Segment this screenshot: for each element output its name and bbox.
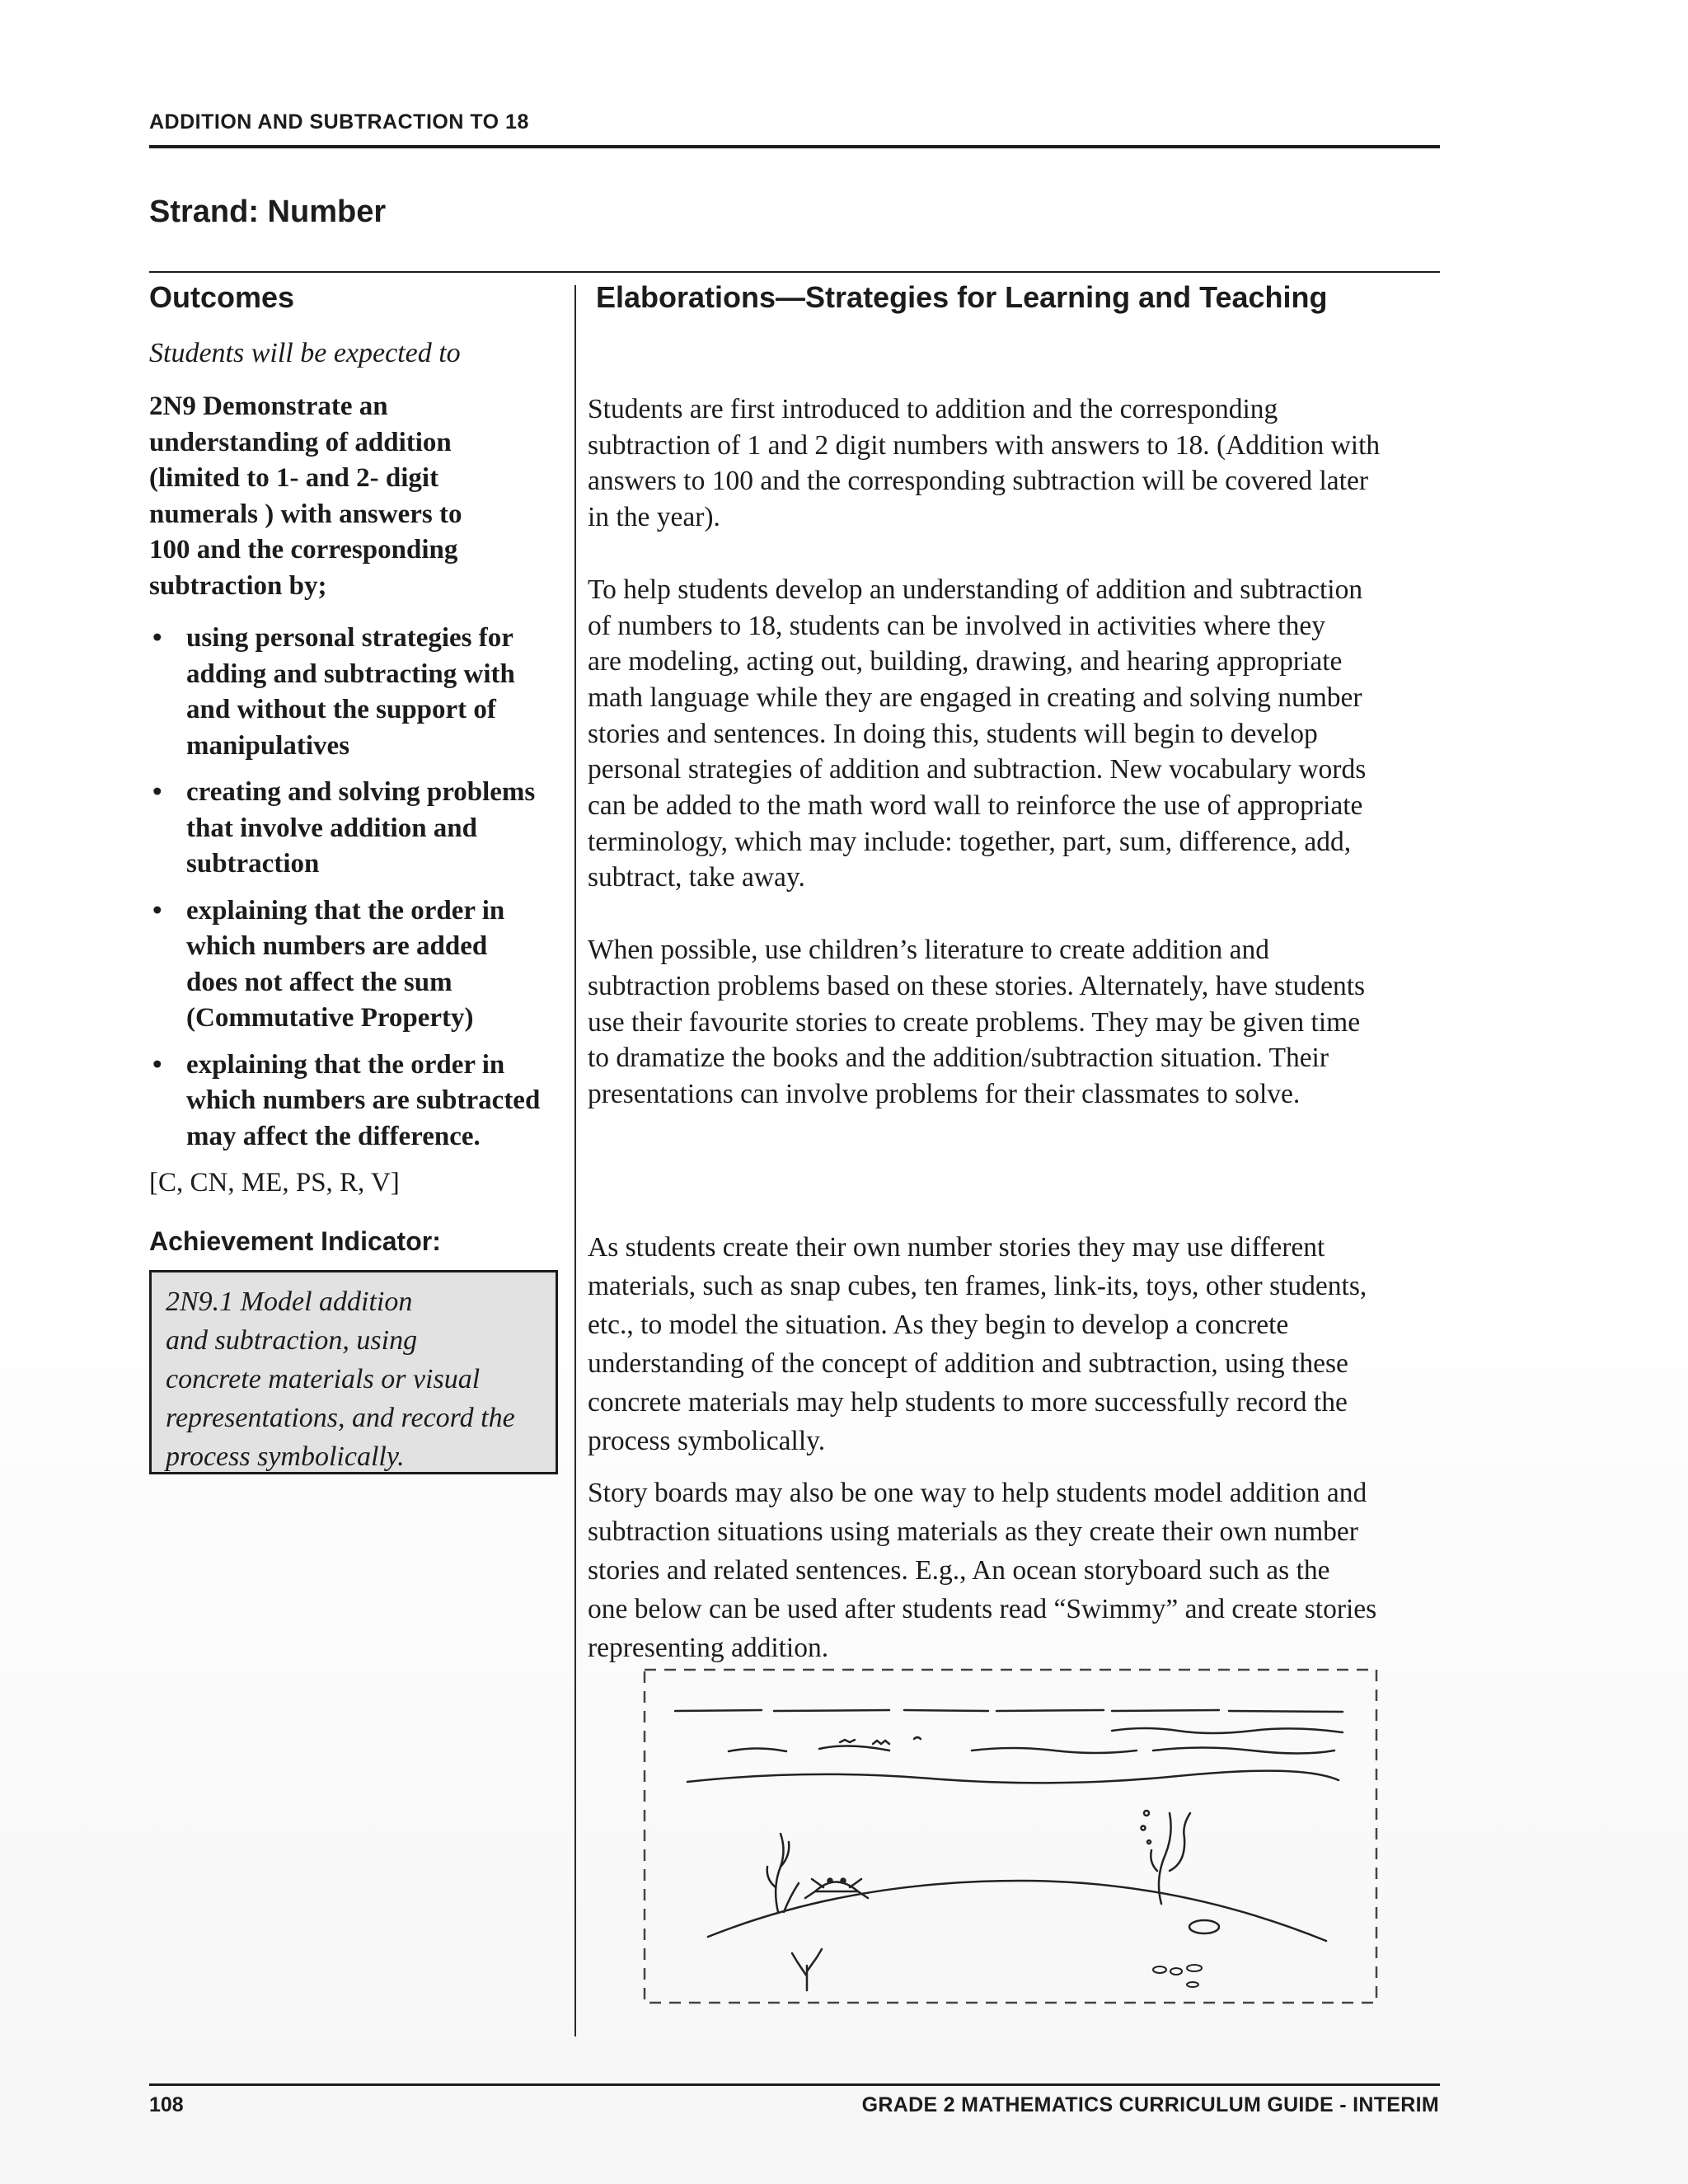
shell-icon <box>1189 1920 1219 1933</box>
footer-rule <box>149 2083 1440 2086</box>
bullet-line: does not affect the sum <box>186 967 452 997</box>
bullet-line: manipulatives <box>186 730 350 761</box>
achievement-line: and subtraction, using <box>166 1325 418 1356</box>
outcome-line: 100 and the corresponding <box>149 535 458 565</box>
text-line: etc., to model the situation. As they begin to develop a concrete <box>588 1310 1289 1340</box>
outcome-line: 2N9 Demonstrate an <box>149 391 388 421</box>
seaweed-left-icon <box>767 1834 799 1912</box>
outcome-line: (limited to 1- and 2- digit <box>149 463 439 493</box>
water-waves <box>675 1710 1343 1783</box>
ocean-storyboard-illustration <box>642 1665 1379 2008</box>
achievement-line: representations, and record the <box>166 1403 515 1433</box>
text-line: understanding of the concept of addition and subtraction, using these <box>588 1348 1348 1379</box>
outcome-line: numerals ) with answers to <box>149 499 462 529</box>
text-line: stories and related sentences. E.g., An ocean storyboard such as the <box>588 1555 1330 1586</box>
text-line: are modeling, acting out, building, drawing, and hearing appropriate <box>588 646 1343 677</box>
elaboration-paragraph <box>588 1474 1445 1667</box>
text-line: of numbers to 18, students can be involved in activities where they <box>588 610 1325 641</box>
elaboration-paragraph <box>588 391 1445 536</box>
elaborations-heading: Elaborations—Strategies for Learning and Teaching <box>596 280 1328 314</box>
text-line: to dramatize the books and the addition/subtraction situation. Their <box>588 1043 1329 1074</box>
elaboration-paragraph <box>588 1228 1445 1460</box>
text-line: personal strategies of addition and subtraction. New vocabulary words <box>588 754 1367 785</box>
header-rule <box>149 145 1440 148</box>
bullet-line: and without the support of <box>186 695 496 724</box>
elaborations-block-2 <box>588 1228 1445 1680</box>
bullet-line: (Commutative Property) <box>186 1003 474 1033</box>
achievement-label: Achievement Indicator: <box>149 1226 441 1256</box>
achievement-line: 2N9.1 Model addition <box>166 1286 413 1317</box>
text-line: in the year). <box>588 502 720 533</box>
page-number: 108 <box>149 2093 184 2116</box>
text-line: subtraction situations using materials as they create their own number <box>588 1516 1358 1547</box>
section-rule <box>149 271 1440 273</box>
seaweed-right-icon <box>1142 1811 1191 1904</box>
storyboard-frame <box>645 1670 1376 2003</box>
text-line: subtraction of 1 and 2 digit numbers with answers to 18. (Addition with <box>588 429 1381 461</box>
process-codes: [C, CN, ME, PS, R, V] <box>149 1168 400 1197</box>
text-line: Students are first introduced to addition and the corresponding <box>588 394 1278 424</box>
text-line: can be added to the math word wall to reinforce the use of appropriate <box>588 790 1363 822</box>
bullet-line: adding and subtracting with <box>186 658 515 689</box>
outcome-line: understanding of addition <box>149 427 452 457</box>
pebbles <box>1153 1965 1202 1987</box>
text-line: As students create their own number stories they may use different <box>588 1232 1325 1263</box>
text-line: presentations can involve problems for their classmates to solve. <box>588 1078 1301 1109</box>
outcomes-intro: Students will be expected to <box>149 338 461 368</box>
elaboration-paragraph <box>588 932 1445 1113</box>
text-line: concrete materials may help students to more successfully record the <box>588 1387 1348 1418</box>
text-line: answers to 100 and the corresponding subtraction will be covered later <box>588 466 1369 497</box>
achievement-line: process symbolically. <box>166 1441 405 1472</box>
bullet-line: explaining that the order in <box>186 1049 505 1080</box>
text-line: subtraction problems based on these stories. Alternately, have students <box>588 970 1366 1001</box>
strand-title: Strand: Number <box>149 194 387 229</box>
column-divider <box>574 285 576 2036</box>
text-line: math language while they are engaged in creating and solving number <box>588 682 1362 713</box>
bullet-line: which numbers are added <box>186 931 488 961</box>
text-line: Story boards may also be one way to help students model addition and <box>588 1478 1367 1508</box>
bullet-line: which numbers are subtracted <box>186 1085 541 1115</box>
achievement-indicator-box <box>149 1270 558 1474</box>
text-line: stories and sentences. In doing this, students will begin to develop <box>588 718 1318 749</box>
text-line: representing addition. <box>588 1633 829 1663</box>
outcome-bullet <box>149 1047 561 1155</box>
ocean-floor <box>708 1881 1326 1941</box>
outcome-bullet <box>149 775 561 883</box>
outcome-statement <box>149 389 561 604</box>
coral-icon <box>792 1949 822 1990</box>
text-line: use their favourite stories to create problems. They may be given time <box>588 1006 1361 1038</box>
text-line: To help students develop an understanding of addition and subtraction <box>588 574 1363 605</box>
outcome-bullet <box>149 621 561 764</box>
bullet-line: subtraction <box>186 849 320 879</box>
outcome-bullet <box>149 893 561 1037</box>
bullet-line: may affect the difference. <box>186 1121 481 1151</box>
text-line: materials, such as snap cubes, ten frames, link-its, toys, other students, <box>588 1271 1367 1301</box>
outcome-line: subtraction by; <box>149 570 327 601</box>
elaboration-paragraph <box>588 572 1445 896</box>
bullet-line: using personal strategies for <box>186 623 513 653</box>
outcomes-column <box>149 338 561 1201</box>
text-line: terminology, which may include: together, part, sum, difference, add, <box>588 826 1352 857</box>
guide-title: GRADE 2 MATHEMATICS CURRICULUM GUIDE - INTERIM <box>861 2093 1439 2116</box>
running-head: ADDITION AND SUBTRACTION TO 18 <box>149 110 529 134</box>
outcomes-heading: Outcomes <box>149 280 295 314</box>
elaborations-block-1 <box>588 391 1445 1149</box>
text-line: When possible, use children’s literature to create addition and <box>588 935 1269 966</box>
text-line: one below can be used after students read “Swimmy” and create stories <box>588 1594 1377 1624</box>
text-line: process symbolically. <box>588 1426 826 1456</box>
outcome-bullet-list <box>149 621 561 1155</box>
bullet-line: creating and solving problems <box>186 777 536 807</box>
achievement-line: concrete materials or visual <box>166 1364 481 1394</box>
bullet-line: that involve addition and <box>186 813 478 843</box>
text-line: subtract, take away. <box>588 862 805 893</box>
bullet-line: explaining that the order in <box>186 895 505 926</box>
